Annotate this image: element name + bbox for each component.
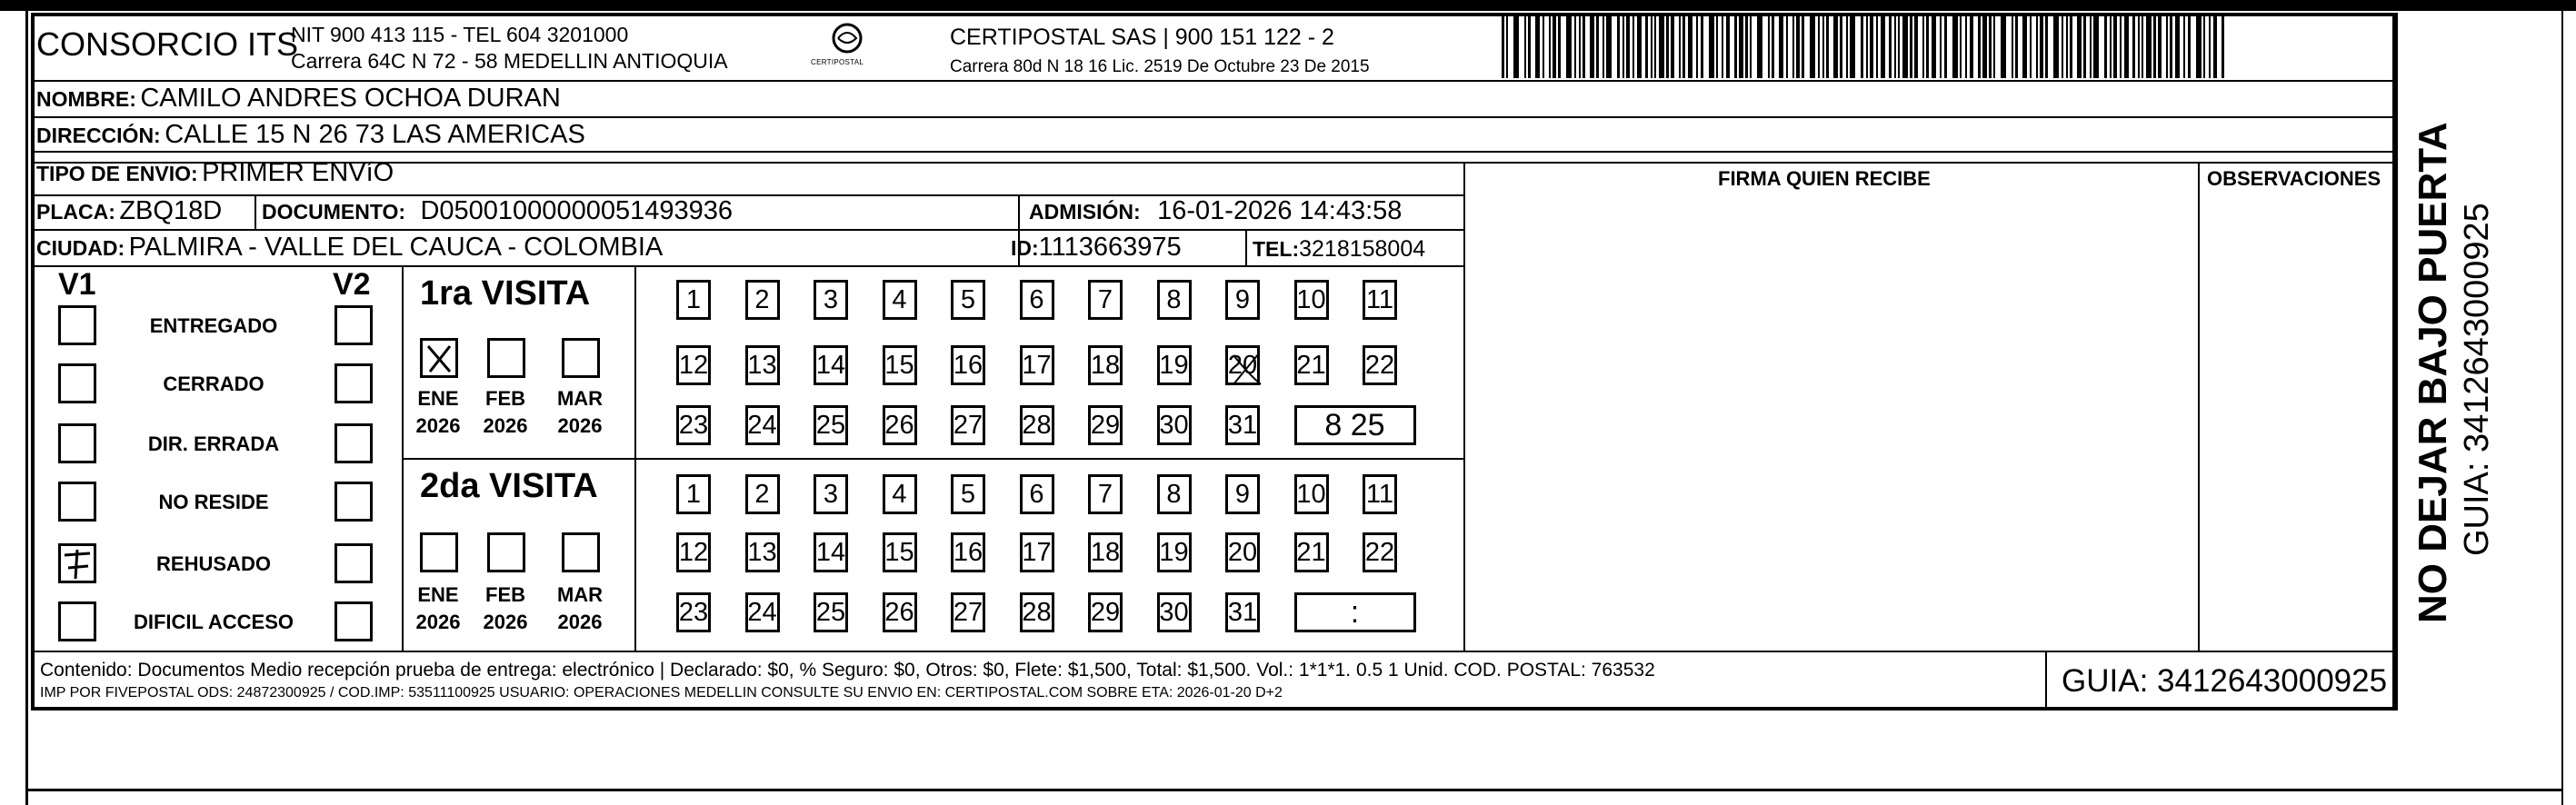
barcode-bar (1549, 15, 1551, 78)
barcode-bar (2209, 15, 2211, 78)
barcode-bar (2083, 15, 2086, 78)
barcode-bar (1772, 15, 1774, 78)
barcode-bar (2015, 15, 2018, 78)
day-box[interactable]: 19 (1157, 345, 1192, 385)
barcode-bar (1666, 15, 1669, 78)
month-label (411, 581, 465, 636)
barcode-bar (1709, 15, 1714, 78)
day-box[interactable]: 6 (1020, 280, 1054, 320)
v1-checkbox[interactable] (58, 543, 96, 583)
day-box[interactable]: 23 (676, 405, 711, 445)
firma-header: FIRMA QUIEN RECIBE (1718, 167, 1931, 190)
certipostal-logo-icon (818, 20, 876, 78)
nombre-label: NOMBRE: (36, 87, 136, 111)
barcode-bar (2120, 15, 2122, 78)
day-box[interactable]: 25 (814, 405, 848, 445)
month-name: ENE (417, 583, 459, 606)
day-box[interactable]: 2 (745, 280, 780, 320)
barcode-bar (1870, 15, 1873, 78)
day-box[interactable]: 10 (1294, 474, 1329, 514)
side-warning: NO DEJAR BAJO PUERTA (2411, 122, 2455, 623)
check-mark-icon (423, 341, 455, 375)
ciudad-field (36, 233, 663, 263)
id-label: ID: (1011, 236, 1039, 260)
day-box[interactable]: 25 (814, 592, 848, 632)
status-label: DIFICIL ACCESO (133, 611, 294, 633)
day-box[interactable]: 26 (883, 405, 917, 445)
day-box[interactable]: 18 (1088, 532, 1123, 572)
barcode-bar (1876, 15, 1878, 78)
visit1-title: 1ra VISITA (420, 274, 591, 313)
divider (31, 229, 1465, 231)
barcode-bar (1960, 15, 1962, 78)
month-name: FEB (485, 583, 525, 606)
v1-checkbox[interactable] (58, 305, 96, 345)
barcode-bar (2110, 15, 2112, 78)
nombre-row (36, 84, 561, 114)
time-box[interactable]: 8 25 (1294, 405, 1416, 445)
day-box[interactable]: 6 (1020, 474, 1054, 514)
barcode-bar (2001, 15, 2006, 78)
barcode-bar (1722, 15, 1723, 78)
barcode-bar (1543, 15, 1544, 78)
placa-field (36, 196, 222, 226)
barcode-bar (1632, 15, 1634, 78)
barcode-bar (1535, 15, 1540, 78)
day-box[interactable]: 16 (951, 532, 985, 572)
time-box[interactable]: : (1294, 592, 1416, 632)
day-box[interactable]: 15 (883, 345, 917, 385)
divider (31, 651, 2396, 652)
month-checkbox[interactable] (487, 532, 525, 572)
day-box[interactable]: 10 (1294, 280, 1329, 320)
day-box[interactable]: 17 (1020, 345, 1054, 385)
barcode-bar (1637, 15, 1642, 78)
footer-print-info: IMP POR FIVEPOSTAL ODS: 24872300925 / COD.IMP: 53511100925 USUARIO: OPERACIONES MEDELLIN CONSULTE SU ENVIO EN: CERTIPOSTAL.COM SOBRE ETA: 2026-01-20 D+2 (40, 685, 1283, 701)
day-box[interactable]: 29 (1088, 405, 1123, 445)
barcode-bar (2070, 15, 2072, 78)
barcode-bar (1850, 15, 1855, 78)
barcode-bar (2036, 15, 2038, 78)
barcode-bar (2203, 15, 2205, 78)
day-box[interactable]: 29 (1088, 592, 1123, 632)
admision-value: 16-01-2026 14:43:58 (1157, 196, 1403, 225)
v2-checkbox[interactable] (334, 305, 373, 345)
barcode-bar (1944, 15, 1947, 78)
v2-header: V2 (333, 267, 371, 302)
day-box[interactable]: 5 (951, 474, 985, 514)
day-box[interactable]: 16 (951, 345, 985, 385)
footer-guia: GUIA: 3412643000925 (2062, 663, 2388, 699)
day-box[interactable]: 4 (883, 474, 917, 514)
barcode-bar (2138, 15, 2140, 78)
barcode-bar (1734, 15, 1737, 78)
barcode-bar (1622, 15, 1624, 78)
day-box[interactable]: 17 (1020, 532, 1054, 572)
barcode-bar (2146, 15, 2152, 78)
check-mark-icon (61, 546, 94, 581)
barcode-bar (1833, 15, 1838, 78)
barcode-bar (1786, 15, 1788, 78)
barcode-bar (2222, 15, 2224, 78)
status-label: NO RESIDE (158, 491, 269, 513)
barcode-bar (1654, 15, 1656, 78)
barcode-bar (2142, 15, 2143, 78)
barcode-bar (1739, 15, 1743, 78)
status-label: DIR. ERRADA (147, 432, 280, 455)
day-box[interactable]: 3 (814, 280, 848, 320)
logo-text: CERTIPOSTAL (811, 58, 864, 66)
divider (2045, 651, 2047, 711)
month-name: MAR (556, 583, 604, 606)
tel-value: 3218158004 (1299, 236, 1426, 262)
month-year: 2026 (415, 611, 461, 633)
day-box[interactable]: 1 (676, 280, 711, 320)
barcode-bar (2012, 15, 2013, 78)
day-box[interactable]: 23 (676, 592, 711, 632)
barcode-bar (1846, 15, 1848, 78)
divider (634, 265, 636, 651)
day-box[interactable]: 19 (1157, 532, 1192, 572)
barcode-bar (2093, 15, 2099, 78)
month-label (478, 385, 533, 440)
tel-field (1253, 236, 1425, 263)
barcode-bar (1978, 15, 1981, 78)
barcode-bar (1606, 15, 1612, 78)
month-name: FEB (485, 387, 525, 410)
barcode-bar (1716, 15, 1718, 78)
divider (404, 458, 1465, 460)
day-box[interactable]: 1 (676, 474, 711, 514)
barcode-bar (2062, 15, 2063, 78)
month-year: 2026 (557, 611, 603, 633)
ciudad-value: PALMIRA - VALLE DEL CAUCA - COLOMBIA (128, 233, 664, 262)
company-name: CONSORCIO ITS (36, 25, 299, 63)
barcode-bar (2196, 15, 2202, 78)
barcode-bar (2045, 15, 2048, 78)
barcode (1502, 15, 2227, 78)
tipo-row (36, 158, 394, 188)
day-box[interactable]: 8 (1157, 280, 1192, 320)
v1-header: V1 (58, 267, 96, 302)
barcode-bar (1566, 15, 1572, 78)
barcode-bar (1579, 15, 1581, 78)
day-box[interactable]: 7 (1088, 280, 1123, 320)
month-label (411, 385, 465, 440)
day-box[interactable]: 2 (745, 474, 780, 514)
barcode-bar (1583, 15, 1585, 78)
day-box[interactable]: 3 (814, 474, 848, 514)
barcode-bar (2066, 15, 2068, 78)
company-nit: NIT 900 413 115 - TEL 604 3201000 (291, 23, 629, 46)
barcode-bar (2124, 15, 2129, 78)
barcode-bar (1989, 15, 1992, 78)
month-name: MAR (556, 387, 604, 410)
barcode-bar (1822, 15, 1824, 78)
barcode-bar (1574, 15, 1576, 78)
carrier-license: Carrera 80d N 18 16 Lic. 2519 De Octubre 23 De 2015 (950, 57, 1370, 76)
ciudad-label: CIUDAD: (36, 236, 125, 260)
id-value: 1113663975 (1038, 233, 1182, 262)
day-box[interactable]: 15 (883, 532, 917, 572)
day-box[interactable]: 28 (1020, 592, 1054, 632)
carrier-info (950, 24, 1370, 81)
barcode-bar (2132, 15, 2135, 78)
v1-checkbox[interactable] (58, 601, 96, 641)
day-box[interactable]: 22 (1363, 345, 1397, 385)
status-label: CERRADO (163, 373, 265, 395)
day-box[interactable]: 20 (1225, 532, 1260, 572)
barcode-bar (1889, 15, 1892, 78)
day-box[interactable]: 12 (676, 532, 711, 572)
barcode-bar (1528, 15, 1531, 78)
month-checkbox[interactable] (420, 532, 458, 572)
barcode-bar (1881, 15, 1885, 78)
barcode-bar (2104, 15, 2107, 78)
barcode-bar (1866, 15, 1868, 78)
day-box[interactable]: 31 (1225, 592, 1260, 632)
barcode-bar (2077, 15, 2082, 78)
barcode-bar (2030, 15, 2032, 78)
barcode-bar (2213, 15, 2217, 78)
id-field (1011, 233, 1182, 263)
barcode-bar (1970, 15, 1973, 78)
barcode-bar (1513, 15, 1519, 78)
barcode-bar (1701, 15, 1703, 78)
left-edge (25, 0, 28, 805)
barcode-bar (1826, 15, 1829, 78)
v1-checkbox[interactable] (58, 482, 96, 522)
v2-checkbox[interactable] (334, 482, 373, 522)
barcode-bar (1993, 15, 1995, 78)
barcode-bar (1898, 15, 1900, 78)
month-label (553, 385, 607, 440)
divider (2396, 13, 2398, 711)
barcode-bar (1840, 15, 1842, 78)
barcode-bar (2090, 15, 2092, 78)
direccion-label: DIRECCIÓN: (36, 124, 161, 147)
barcode-bar (1558, 15, 1561, 78)
day-box[interactable]: 4 (883, 280, 917, 320)
day-box[interactable]: 14 (814, 345, 848, 385)
day-box[interactable]: 24 (745, 592, 780, 632)
barcode-bar (1682, 15, 1685, 78)
barcode-bar (1910, 15, 1912, 78)
barcode-bar (1617, 15, 1620, 78)
day-box[interactable]: 30 (1157, 592, 1192, 632)
day-box[interactable]: 24 (745, 405, 780, 445)
documento-field (262, 196, 733, 226)
footer-content: Contenido: Documentos Medio recepción prueba de entrega: electrónico | Declarado: $0, % Seguro: $0, Otros: $0, Flete: $1,500, Total: $1,500. Vol.: 1*1*1. 0.5 1 Unid. COD. POSTAL: 763532 (40, 660, 1655, 681)
side-guia: GUIA: 3412643000925 (2458, 203, 2496, 556)
divider (255, 194, 256, 229)
month-checkbox[interactable] (562, 338, 600, 378)
barcode-bar (1932, 15, 1936, 78)
barcode-bar (1802, 15, 1804, 78)
barcode-bar (1818, 15, 1820, 78)
month-label (553, 581, 607, 636)
day-box[interactable]: 8 (1157, 474, 1192, 514)
barcode-bar (1810, 15, 1815, 78)
day-box[interactable]: 12 (676, 345, 711, 385)
divider (31, 151, 2396, 153)
month-year: 2026 (415, 414, 461, 437)
tipo-label: TIPO DE ENVIO: (36, 162, 198, 185)
barcode-bar (1796, 15, 1800, 78)
bottom-edge (25, 789, 2561, 791)
barcode-bar (1688, 15, 1692, 78)
barcode-bar (1922, 15, 1924, 78)
day-box[interactable]: 26 (883, 592, 917, 632)
barcode-bar (1590, 15, 1594, 78)
day-box[interactable]: 27 (951, 592, 985, 632)
month-name: ENE (417, 387, 459, 410)
barcode-bar (1750, 15, 1752, 78)
v2-checkbox[interactable] (334, 363, 373, 403)
divider (402, 265, 404, 651)
v2-checkbox[interactable] (334, 423, 373, 463)
barcode-bar (1626, 15, 1630, 78)
barcode-bar (1696, 15, 1698, 78)
day-box[interactable]: 27 (951, 405, 985, 445)
divider (1245, 229, 1247, 265)
month-label (478, 581, 533, 636)
day-box[interactable]: 31 (1225, 405, 1260, 445)
barcode-bar (2022, 15, 2027, 78)
barcode-bar (1952, 15, 1958, 78)
tipo-value: PRIMER ENVíO (202, 158, 394, 187)
divider (1463, 162, 1465, 651)
month-checkbox[interactable] (562, 532, 600, 572)
company-address: Carrera 64C N 72 - 58 MEDELLIN ANTIOQUIA (291, 49, 728, 73)
barcode-bar (1779, 15, 1783, 78)
v2-checkbox[interactable] (334, 601, 373, 641)
direccion-value: CALLE 15 N 26 73 LAS AMERICAS (165, 120, 585, 149)
barcode-bar (1745, 15, 1748, 78)
barcode-bar (1651, 15, 1652, 78)
barcode-bar (2158, 15, 2162, 78)
day-box[interactable]: 11 (1363, 474, 1397, 514)
company-info (291, 22, 728, 75)
day-box[interactable]: 9 (1225, 474, 1260, 514)
day-box[interactable]: 11 (1363, 280, 1397, 320)
status-label: ENTREGADO (149, 314, 278, 337)
barcode-bar (1768, 15, 1770, 78)
barcode-bar (2153, 15, 2156, 78)
barcode-bar (2183, 15, 2185, 78)
barcode-bar (1894, 15, 1896, 78)
barcode-bar (2113, 15, 2117, 78)
barcode-bar (1926, 15, 1929, 78)
barcode-bar (2053, 15, 2059, 78)
admision-field (1029, 196, 1402, 226)
barcode-bar (1524, 15, 1526, 78)
day-mark-icon (1228, 348, 1264, 390)
day-box[interactable]: 9 (1225, 280, 1260, 320)
top-edge (0, 0, 2576, 11)
barcode-bar (1502, 15, 1504, 78)
carrier-name: CERTIPOSTAL SAS | 900 151 122 - 2 (950, 25, 1334, 50)
month-year: 2026 (557, 414, 603, 437)
divider (31, 265, 1465, 267)
barcode-bar (1757, 15, 1762, 78)
barcode-bar (2040, 15, 2043, 78)
barcode-bar (1792, 15, 1794, 78)
placa-label: PLACA: (36, 200, 115, 224)
day-box[interactable]: 5 (951, 280, 985, 320)
v1-checkbox[interactable] (58, 363, 96, 403)
divider (31, 80, 2396, 82)
day-box[interactable]: 14 (814, 532, 848, 572)
day-box[interactable]: 13 (745, 532, 780, 572)
direccion-row (36, 120, 585, 150)
barcode-bar (1506, 15, 1508, 78)
divider (31, 116, 2396, 118)
barcode-bar (1553, 15, 1556, 78)
divider (2198, 162, 2200, 651)
barcode-bar (2175, 15, 2180, 78)
barcode-bar (1679, 15, 1681, 78)
barcode-bar (1965, 15, 1967, 78)
day-box[interactable]: 21 (1294, 532, 1329, 572)
day-box[interactable]: 22 (1363, 532, 1397, 572)
day-box[interactable]: 7 (1088, 474, 1123, 514)
barcode-bar (1596, 15, 1599, 78)
documento-value: D05001000000051493936 (420, 196, 733, 225)
month-checkbox[interactable] (420, 338, 458, 378)
placa-value: ZBQ18D (119, 196, 223, 225)
barcode-bar (1861, 15, 1863, 78)
day-box[interactable]: 30 (1157, 405, 1192, 445)
day-box[interactable]: 18 (1088, 345, 1123, 385)
barcode-bar (1914, 15, 1918, 78)
barcode-bar (1645, 15, 1648, 78)
barcode-bar (1982, 15, 1987, 78)
day-box[interactable]: 28 (1020, 405, 1054, 445)
status-label: REHUSADO (156, 552, 271, 575)
nombre-value: CAMILO ANDRES OCHOA DURAN (140, 84, 561, 113)
documento-label: DOCUMENTO: (262, 200, 406, 224)
month-checkbox[interactable] (487, 338, 525, 378)
barcode-bar (1726, 15, 1730, 78)
barcode-bar (1603, 15, 1604, 78)
day-box[interactable]: 21 (1294, 345, 1329, 385)
v1-checkbox[interactable] (58, 423, 96, 463)
day-box[interactable]: 13 (745, 345, 780, 385)
month-year: 2026 (483, 414, 528, 437)
observaciones-header: OBSERVACIONES (2207, 167, 2381, 190)
right-edge (2561, 0, 2563, 805)
v2-checkbox[interactable] (334, 543, 373, 583)
barcode-bar (1671, 15, 1674, 78)
barcode-bar (2188, 15, 2191, 78)
barcode-bar (1940, 15, 1942, 78)
barcode-bar (2166, 15, 2168, 78)
visit2-title: 2da VISITA (420, 467, 598, 505)
barcode-bar (1902, 15, 1908, 78)
month-year: 2026 (483, 611, 528, 633)
barcode-bar (1659, 15, 1664, 78)
tel-label: TEL: (1253, 237, 1300, 261)
admision-label: ADMISIÓN: (1029, 200, 1141, 224)
day-box[interactable]: 20 (1225, 345, 1260, 385)
barcode-bar (2170, 15, 2172, 78)
